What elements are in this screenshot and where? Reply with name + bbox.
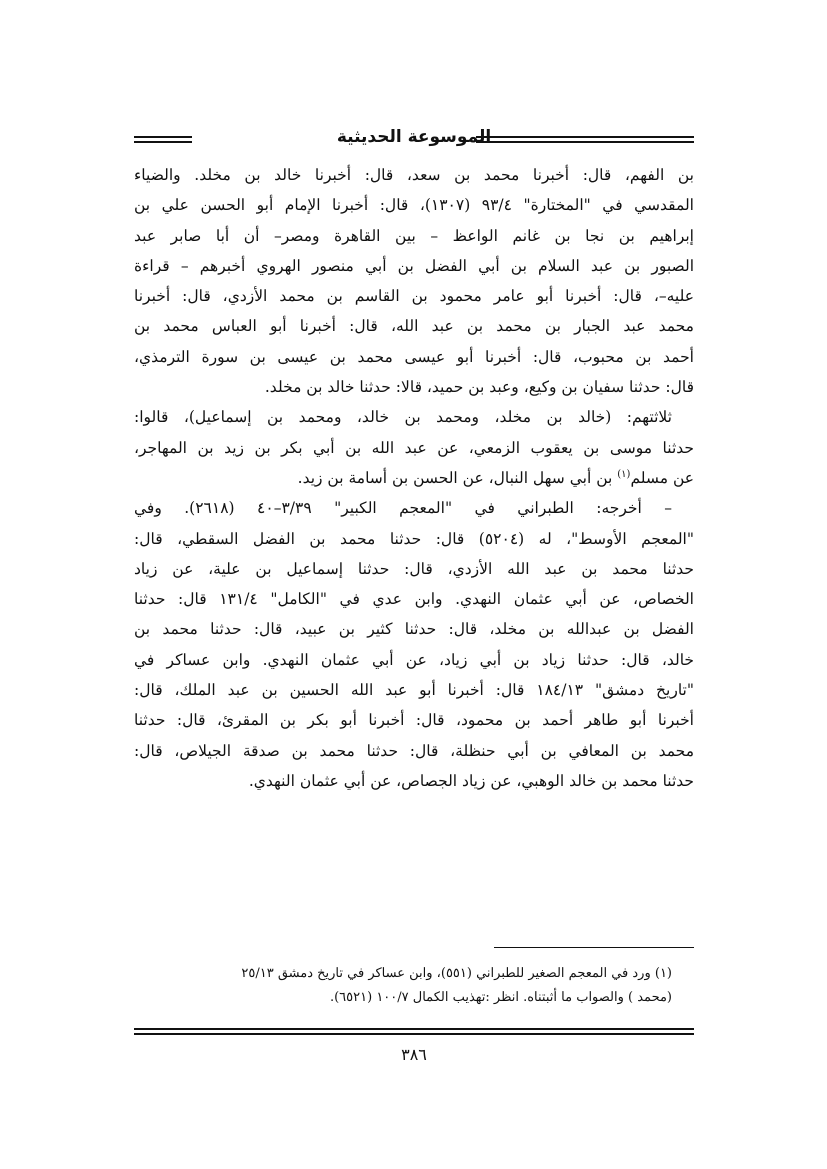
header-title: الموسوعة الحديثية xyxy=(336,127,492,147)
text-line: خالد، قال: حدثنا زياد بن أبي زياد، عن أبي عثمان النهدي. وابن عساكر في xyxy=(134,650,694,669)
text-line: الصبور بن عبد السلام بن أبي الفضل بن أبي منصور الهروي أخبرهم – قراءة xyxy=(134,256,694,275)
text-line: أحمد بن محبوب، قال: أخبرنا أبو عيسى محمد بن عيسى بن سورة الترمذي، xyxy=(134,347,694,366)
text-fragment: عن مسلم xyxy=(630,468,694,487)
footnote-line: (محمد ) والصواب ما أثبتناه. انظر :تهذيب الكمال ١٠٠/٧ (٦٥٢١). xyxy=(329,990,672,1005)
page xyxy=(134,112,694,1072)
text-line: عليه–، قال: أخبرنا أبو عامر محمود بن القاسم بن محمد الأزدي، قال: أخبرنا xyxy=(134,287,694,306)
text-line: الخصاص، عن أبي عثمان النهدي. وابن عدي في "الكامل" ١٣١/٤ قال: حدثنا xyxy=(134,590,694,609)
text-line: أخبرنا أبو طاهر أحمد بن محمود، قال: أخبرنا أبو بكر بن المقرئ، قال: حدثنا xyxy=(134,711,694,730)
text-line: حدثنا محمد بن عبد الله الأزدي، قال: حدثنا إسماعيل بن علية، عن زياد xyxy=(134,559,694,578)
text-fragment: بن أبي سهل النبال، عن الحسن بن أسامة بن زيد. xyxy=(297,468,613,487)
text-line: حدثنا محمد بن خالد الوهبي، عن زياد الجصاص، عن أبي عثمان النهدي. xyxy=(248,771,694,790)
text-line: – أخرجه: الطبراني في "المعجم الكبير" ٣/٣٩–٤٠ (٢٦١٨). وفي xyxy=(134,499,672,518)
header-rule-right xyxy=(476,136,694,143)
text-line: محمد عبد الجبار بن محمد بن عبد الله، قال: أخبرنا أبو العباس محمد بن xyxy=(134,317,694,336)
text-line: "تاريخ دمشق" ١٨٤/١٣ قال: أخبرنا أبو عبد الله الحسين بن عبد الملك، قال: xyxy=(134,681,694,700)
text-line: "المعجم الأوسط"، له (٥٢٠٤) قال: حدثنا محمد بن الفضل السقطي، قال: xyxy=(134,529,694,548)
footnotes xyxy=(134,962,694,1010)
text-line: حدثنا موسى بن يعقوب الزمعي، عن عبد الله بن أبي بكر بن زيد بن المهاجر، xyxy=(134,438,694,457)
text-line: إبراهيم بن نجا بن غانم الواعظ – بين القاهرة ومصر– أن أبا صابر عبد xyxy=(134,226,694,245)
footnote-reference[interactable]: (١) xyxy=(617,468,631,480)
text-line: قال: حدثنا سفيان بن وكيع، وعبد بن حميد، قالا: حدثنا خالد بن مخلد. xyxy=(264,378,694,397)
text-line: المقدسي في "المختارة" ٩٣/٤ (١٣٠٧)، قال: أخبرنا الإمام أبو الحسن علي بن xyxy=(134,196,694,215)
text-line-with-footnote xyxy=(134,463,694,493)
page-number: ٣٨٦ xyxy=(401,1045,427,1064)
footnote-separator xyxy=(494,947,694,948)
text-line: ثلاثتهم: (خالد بن مخلد، ومحمد بن خالد، ومحمد بن إسماعيل)، قالوا: xyxy=(134,408,672,427)
footnote-line: (١) ورد في المعجم الصغير للطبراني (٥٥١)، وابن عساكر في تاريخ دمشق ٢٥/١٣ xyxy=(241,966,672,981)
header-rule-left xyxy=(134,136,192,143)
body-text xyxy=(134,160,694,796)
running-header xyxy=(134,124,694,154)
text-line: الفضل بن عبدالله بن مخلد، قال: حدثنا كثير بن عبيد، قال: حدثنا محمد بن xyxy=(134,620,694,639)
text-line: محمد بن المعافي بن أبي حنظلة، قال: حدثنا محمد بن صدقة الجيلاص، قال: xyxy=(134,741,694,760)
text-line: بن الفهم، قال: أخبرنا محمد بن سعد، قال: أخبرنا خالد بن مخلد. والضياء xyxy=(134,166,694,184)
bottom-rule xyxy=(134,1028,694,1035)
